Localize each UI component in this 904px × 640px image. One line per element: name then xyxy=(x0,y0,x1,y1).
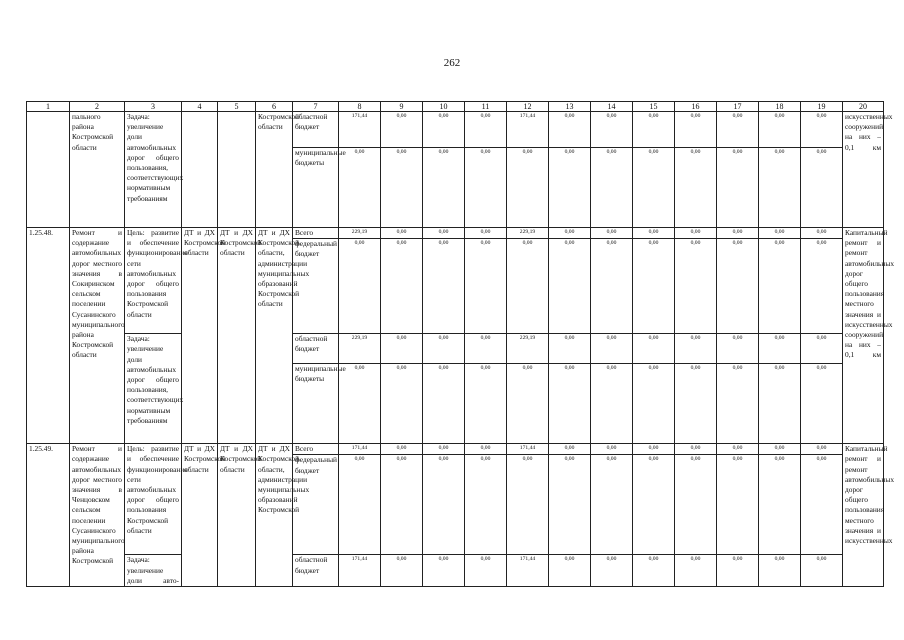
table-row xyxy=(27,334,884,364)
value-cell: 0,00 xyxy=(507,239,549,334)
value-cell: 0,00 xyxy=(465,364,507,444)
recipient-cell: ДТ и ДХ Костромской области, администрации муниципальных образований Костромской области xyxy=(256,228,293,444)
value-cell: 0,00 xyxy=(465,239,507,334)
value-cell: 0,00 xyxy=(801,239,843,334)
column-header-1: 1 xyxy=(27,102,70,112)
column-header-10: 10 xyxy=(423,102,465,112)
value-cell: 0,00 xyxy=(759,364,801,444)
value-cell: 0,00 xyxy=(675,334,717,364)
value-cell: 0,00 xyxy=(717,334,759,364)
value-cell: 0,00 xyxy=(801,334,843,364)
column-header-12: 12 xyxy=(507,102,549,112)
value-cell: 0,00 xyxy=(423,555,465,587)
value-cell: 0,00 xyxy=(717,364,759,444)
value-cell: 0,00 xyxy=(801,364,843,444)
number-cell: 1.25.49. xyxy=(27,444,70,587)
value-cell: 0,00 xyxy=(465,455,507,555)
column-header-11: 11 xyxy=(465,102,507,112)
column-header-16: 16 xyxy=(675,102,717,112)
goal-cell: Цель: развитие и обеспечение функционирования сети автомобильных дорог общего пользования Костромской области xyxy=(125,444,182,555)
value-cell: 0,00 xyxy=(633,239,675,334)
column-header-19: 19 xyxy=(801,102,843,112)
value-cell: 171,44 xyxy=(507,444,549,455)
value-cell: 0,00 xyxy=(339,239,381,334)
value-cell: 0,00 xyxy=(633,444,675,455)
source-cell: муниципальные бюджеты xyxy=(293,364,339,444)
value-cell: 0,00 xyxy=(507,148,549,228)
recipient-cell: ДТ и ДХ Костромской области, администрации муниципальных образований Костромской xyxy=(256,444,293,587)
recipient-cell: Костромской области xyxy=(256,112,293,228)
value-cell: 0,00 xyxy=(675,364,717,444)
value-cell: 0,00 xyxy=(801,455,843,555)
value-cell: 0,00 xyxy=(633,455,675,555)
column-header-18: 18 xyxy=(759,102,801,112)
value-cell: 0,00 xyxy=(759,334,801,364)
value-cell: 0,00 xyxy=(801,444,843,455)
executor-cell: ДТ и ДХ Костромской области xyxy=(182,228,218,444)
value-cell: 0,00 xyxy=(591,455,633,555)
source-cell: Всего xyxy=(293,444,339,455)
column-header-15: 15 xyxy=(633,102,675,112)
value-cell: 0,00 xyxy=(759,444,801,455)
result-cell: Капитальный ремонт и ремонт автомобильных дорог общего пользования местного значения и искусственных сооружений на них – 0,1 км xyxy=(843,228,884,444)
value-cell: 0,00 xyxy=(549,228,591,239)
value-cell: 0,00 xyxy=(381,455,423,555)
value-cell: 0,00 xyxy=(675,239,717,334)
value-cell: 229,19 xyxy=(339,228,381,239)
column-header-9: 9 xyxy=(381,102,423,112)
value-cell: 0,00 xyxy=(591,148,633,228)
value-cell: 0,00 xyxy=(423,228,465,239)
table-row xyxy=(27,112,884,148)
value-cell: 0,00 xyxy=(423,239,465,334)
table-body xyxy=(27,102,895,587)
source-cell: федеральный бюджет xyxy=(293,239,339,334)
column-header-5: 5 xyxy=(218,102,256,112)
value-cell: 0,00 xyxy=(591,228,633,239)
value-cell: 0,00 xyxy=(717,239,759,334)
value-cell: 0,00 xyxy=(549,455,591,555)
value-cell: 0,00 xyxy=(675,148,717,228)
value-cell: 0,00 xyxy=(339,455,381,555)
value-cell: 0,00 xyxy=(717,228,759,239)
number-cell: 1.25.48. xyxy=(27,228,70,444)
value-cell: 0,00 xyxy=(591,112,633,148)
executor-cell: ДТ и ДХ Костромской области xyxy=(182,444,218,587)
column-header-3: 3 xyxy=(125,102,182,112)
column-header-8: 8 xyxy=(339,102,381,112)
value-cell: 0,00 xyxy=(675,555,717,587)
value-cell: 0,00 xyxy=(507,455,549,555)
value-cell: 171,44 xyxy=(507,112,549,148)
coexecutor-cell xyxy=(218,112,256,228)
value-cell: 0,00 xyxy=(465,112,507,148)
value-cell: 0,00 xyxy=(465,148,507,228)
value-cell: 0,00 xyxy=(423,334,465,364)
coexecutor-cell: ДТ и ДХ Костромской области xyxy=(218,444,256,587)
value-cell: 0,00 xyxy=(549,364,591,444)
table-row xyxy=(27,228,884,239)
value-cell: 171,44 xyxy=(507,555,549,587)
value-cell: 0,00 xyxy=(759,112,801,148)
value-cell: 0,00 xyxy=(465,228,507,239)
value-cell: 0,00 xyxy=(717,112,759,148)
value-cell: 0,00 xyxy=(465,555,507,587)
value-cell: 0,00 xyxy=(549,148,591,228)
value-cell: 0,00 xyxy=(423,364,465,444)
value-cell: 0,00 xyxy=(801,555,843,587)
table-row xyxy=(27,444,884,455)
value-cell: 0,00 xyxy=(381,239,423,334)
value-cell: 171,44 xyxy=(339,555,381,587)
value-cell: 0,00 xyxy=(717,455,759,555)
goal-cell: Цель: развитие и обеспечение функционирования сети автомобильных дорог общего пользования Костромской области xyxy=(125,228,182,334)
task-cell: Задача: увеличение доли авто- xyxy=(125,555,182,587)
value-cell: 0,00 xyxy=(381,334,423,364)
table-row xyxy=(27,555,884,587)
value-cell: 0,00 xyxy=(801,228,843,239)
program-table xyxy=(26,101,895,587)
value-cell: 0,00 xyxy=(549,112,591,148)
value-cell: 0,00 xyxy=(675,455,717,555)
value-cell: 0,00 xyxy=(801,148,843,228)
column-header-2: 2 xyxy=(70,102,125,112)
source-cell: федеральный бюджет xyxy=(293,455,339,555)
executor-cell xyxy=(182,112,218,228)
value-cell: 0,00 xyxy=(591,334,633,364)
value-cell: 0,00 xyxy=(633,148,675,228)
value-cell: 0,00 xyxy=(759,455,801,555)
value-cell: 0,00 xyxy=(633,555,675,587)
value-cell: 0,00 xyxy=(591,364,633,444)
value-cell: 0,00 xyxy=(591,239,633,334)
value-cell: 0,00 xyxy=(381,148,423,228)
value-cell: 0,00 xyxy=(717,148,759,228)
value-cell: 0,00 xyxy=(717,444,759,455)
value-cell: 0,00 xyxy=(465,334,507,364)
event-name-cell: пального района Костромской области xyxy=(70,112,125,228)
value-cell: 0,00 xyxy=(633,228,675,239)
number-cell xyxy=(27,112,70,228)
value-cell: 0,00 xyxy=(381,112,423,148)
event-name-cell: Ремонт и содержание автомобильных дорог местного значения в Ченцовском сельском поселении Сусанинского муниципального района Костромской xyxy=(70,444,125,587)
column-header-17: 17 xyxy=(717,102,759,112)
column-header-20: 20 xyxy=(843,102,884,112)
result-cell: Капитальный ремонт и ремонт автомобильных дорог общего пользования местного значения и искусственных xyxy=(843,444,884,587)
value-cell: 0,00 xyxy=(675,444,717,455)
value-cell: 171,44 xyxy=(339,112,381,148)
column-header-14: 14 xyxy=(591,102,633,112)
value-cell: 0,00 xyxy=(423,444,465,455)
value-cell: 0,00 xyxy=(717,555,759,587)
value-cell: 0,00 xyxy=(591,444,633,455)
header-row xyxy=(27,102,884,112)
value-cell: 171,44 xyxy=(339,444,381,455)
value-cell: 0,00 xyxy=(633,112,675,148)
event-name-cell: Ремонт и содержание автомобильных дорог местного значения в Сокиринском сельском поселении Сусанинского муниципального района Костромской области xyxy=(70,228,125,444)
column-header-6: 6 xyxy=(256,102,293,112)
value-cell: 229,19 xyxy=(507,334,549,364)
goal-cell: Задача: увеличение доли автомобильных дорог общего пользования, соответствующих нормативным требованиям xyxy=(125,112,182,228)
value-cell: 0,00 xyxy=(549,334,591,364)
value-cell: 0,00 xyxy=(549,555,591,587)
source-cell: муниципальные бюджеты xyxy=(293,148,339,228)
source-cell: областной бюджет xyxy=(293,555,339,587)
source-cell: областной бюджет xyxy=(293,334,339,364)
value-cell: 0,00 xyxy=(423,112,465,148)
task-cell: Задача: увеличение доли автомобильных дорог общего пользования, соответствующих нормативным требованиям xyxy=(125,334,182,444)
page-number: 262 xyxy=(443,57,461,69)
value-cell: 0,00 xyxy=(633,334,675,364)
column-header-7: 7 xyxy=(293,102,339,112)
value-cell: 0,00 xyxy=(759,239,801,334)
value-cell: 0,00 xyxy=(339,364,381,444)
value-cell: 229,19 xyxy=(507,228,549,239)
value-cell: 0,00 xyxy=(465,444,507,455)
value-cell: 0,00 xyxy=(675,112,717,148)
column-header-13: 13 xyxy=(549,102,591,112)
value-cell: 0,00 xyxy=(801,112,843,148)
value-cell: 0,00 xyxy=(423,455,465,555)
value-cell: 0,00 xyxy=(549,444,591,455)
value-cell: 0,00 xyxy=(759,148,801,228)
value-cell: 0,00 xyxy=(591,555,633,587)
value-cell: 0,00 xyxy=(381,444,423,455)
value-cell: 0,00 xyxy=(507,364,549,444)
value-cell: 0,00 xyxy=(423,148,465,228)
value-cell: 0,00 xyxy=(759,228,801,239)
value-cell: 0,00 xyxy=(549,239,591,334)
result-cell: искусственных сооружений на них – 0,1 км xyxy=(843,112,884,228)
coexecutor-cell: ДТ и ДХ Костромской области xyxy=(218,228,256,444)
value-cell: 0,00 xyxy=(633,364,675,444)
value-cell: 0,00 xyxy=(759,555,801,587)
source-cell: областной бюджет xyxy=(293,112,339,148)
value-cell: 0,00 xyxy=(381,364,423,444)
value-cell: 0,00 xyxy=(381,555,423,587)
value-cell: 0,00 xyxy=(381,228,423,239)
column-header-4: 4 xyxy=(182,102,218,112)
value-cell: 229,19 xyxy=(339,334,381,364)
source-cell: Всего xyxy=(293,228,339,239)
value-cell: 0,00 xyxy=(339,148,381,228)
value-cell: 0,00 xyxy=(675,228,717,239)
